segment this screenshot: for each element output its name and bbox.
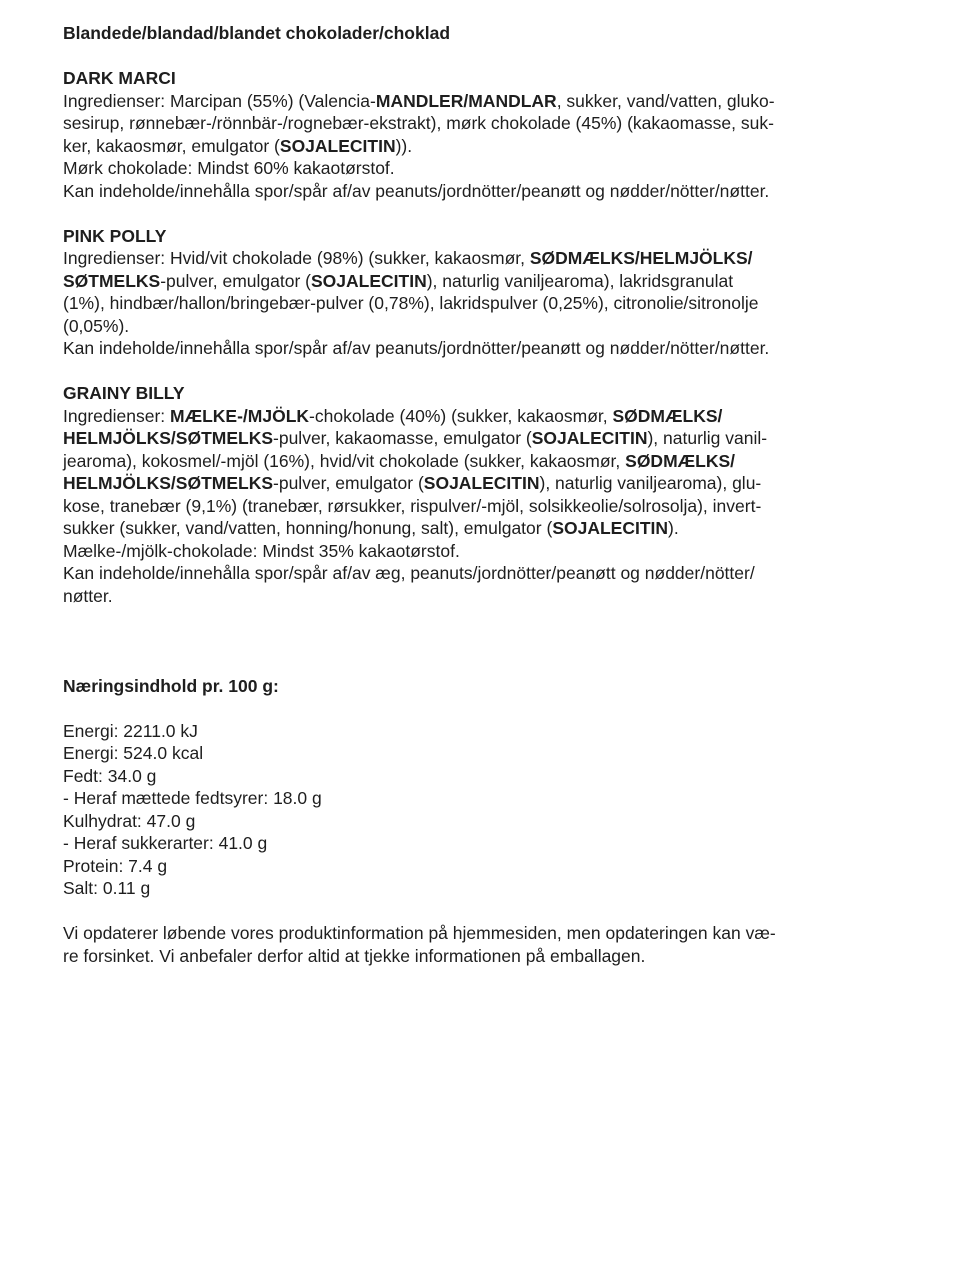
text-line [63,292,930,315]
nutrition-row: Energi: 2211.0 kJ [63,720,198,741]
text-line [63,450,930,473]
document-title: Blandede/blandad/blandet chokolader/choklad [63,23,451,43]
text-run: sesirup, rønnebær-/rönnbär-/rognebær-ekstrakt), mørk chokolade (45%) (kakaomasse, suk- [63,113,774,133]
text-run: nøtter. [63,585,113,606]
nutrition-row: Fedt: 34.0 g [63,765,157,786]
text-run: (1%), hindbær/hallon/bringebær-pulver (0,78%), lakridspulver (0,25%), citronolie/sitronolje [63,293,759,313]
text-run: , sukker, vand/vatten, gluko- [556,90,775,111]
text-run: jearoma), kokosmel/-mjöl (16%), hvid/vit chokolade (sukker, kakaosmør, [63,450,626,471]
product-section-grainy-billy [63,382,930,607]
text-run: Ingredienser: Hvid/vit chokolade (98%) (sukker, kakaosmør, [63,248,530,268]
allergen-emphasis: MANDLER/MANDLAR [375,90,557,111]
allergen-emphasis: SOJALECITIN [423,473,540,493]
nutrition-row: Protein: 7.4 g [63,855,168,876]
text-run: Mælke-/mjölk-chokolade: Mindst 35% kakaotørstof. [63,540,460,561]
text-line [63,90,930,113]
text-run: Ingredienser: [63,405,171,426]
allergen-emphasis: SØTMELKS [63,270,161,291]
text-run: )). [395,135,413,156]
text-run: Mørk chokolade: Mindst 60% kakaotørstof. [63,158,395,178]
text-line [63,270,930,293]
text-run: -pulver, emulgator ( [160,270,311,291]
allergen-emphasis: SOJALECITIN [531,428,648,448]
footer-note [63,922,930,967]
product-name: DARK MARCI [63,68,176,88]
text-line [63,112,930,135]
text-run: Kan indeholde/innehålla spor/spår af/av peanuts/jordnötter/peanøtt og nødder/nötter/nøtter. [63,338,770,358]
allergen-emphasis: SOJALECITIN [311,270,427,291]
text-line [63,562,930,585]
text-run: (0,05%). [63,315,130,336]
text-run: sukker (sukker, vand/vatten, honning/honung, salt), emulgator ( [63,518,553,538]
text-line [63,405,930,428]
product-section-pink-polly [63,225,930,360]
product-sections [63,67,930,607]
allergen-emphasis: SØDMÆLKS/ [612,405,723,426]
text-line [63,157,930,180]
text-run: -chokolade (40%) (sukker, kakaosmør, [309,405,613,426]
text-line [63,180,930,203]
text-line [63,337,930,360]
text-run: Kan indeholde/innehålla spor/spår af/av æg, peanuts/jordnötter/peanøtt og nødder/nötter/ [63,563,755,583]
text-line [63,495,930,518]
nutrition-section [63,675,930,900]
allergen-emphasis: HELMJÖLKS/SØTMELKS [63,473,274,493]
nutrition-row: - Heraf mættede fedtsyrer: 18.0 g [63,788,322,808]
text-run: Ingredienser: Marcipan (55%) (Valencia- [63,90,376,111]
text-run: -pulver, kakaomasse, emulgator ( [273,428,532,448]
text-line [63,135,930,158]
allergen-emphasis: HELMJÖLKS/SØTMELKS [63,428,274,448]
footer-line: re forsinket. Vi anbefaler derfor altid at tjekke informationen på emballagen. [63,945,646,966]
text-line [63,315,930,338]
product-section-dark-marci [63,67,930,202]
product-name: GRAINY BILLY [63,383,185,403]
allergen-emphasis: SØDMÆLKS/HELMJÖLKS/ [529,248,753,268]
product-name: PINK POLLY [63,225,167,246]
footer-line: Vi opdaterer løbende vores produktinformation på hjemmesiden, men opdateringen kan væ- [63,923,776,943]
allergen-emphasis: MÆLKE-/MJÖLK [170,405,310,426]
text-run: Kan indeholde/innehålla spor/spår af/av peanuts/jordnötter/peanøtt og nødder/nötter/nøtter. [63,180,770,201]
nutrition-row: Energi: 524.0 kcal [63,743,204,763]
nutrition-row: - Heraf sukkerarter: 41.0 g [63,833,268,853]
text-line [63,247,930,270]
nutrition-row: Salt: 0.11 g [63,878,151,898]
text-run: ). [668,518,679,538]
text-line [63,517,930,540]
text-run: ), naturlig vaniljearoma), glu- [539,473,762,493]
text-line [63,540,930,563]
nutrition-rows [63,720,930,900]
text-run: ), naturlig vanil- [647,428,768,448]
text-run: ), naturlig vaniljearoma), lakridsgranulat [426,270,734,291]
allergen-emphasis: SØDMÆLKS/ [625,450,736,471]
allergen-emphasis: SOJALECITIN [552,518,669,538]
allergen-emphasis: SOJALECITIN [279,135,396,156]
text-line [63,585,930,608]
text-line [63,472,930,495]
text-run: kose, tranebær (9,1%) (tranebær, rørsukker, rispulver/-mjöl, solsikkeolie/solrosolja), invert- [63,495,762,516]
text-line [63,427,930,450]
text-run: -pulver, emulgator ( [273,473,424,493]
text-run: ker, kakaosmør, emulgator ( [63,135,280,156]
nutrition-heading: Næringsindhold pr. 100 g: [63,675,279,696]
nutrition-row: Kulhydrat: 47.0 g [63,810,196,831]
